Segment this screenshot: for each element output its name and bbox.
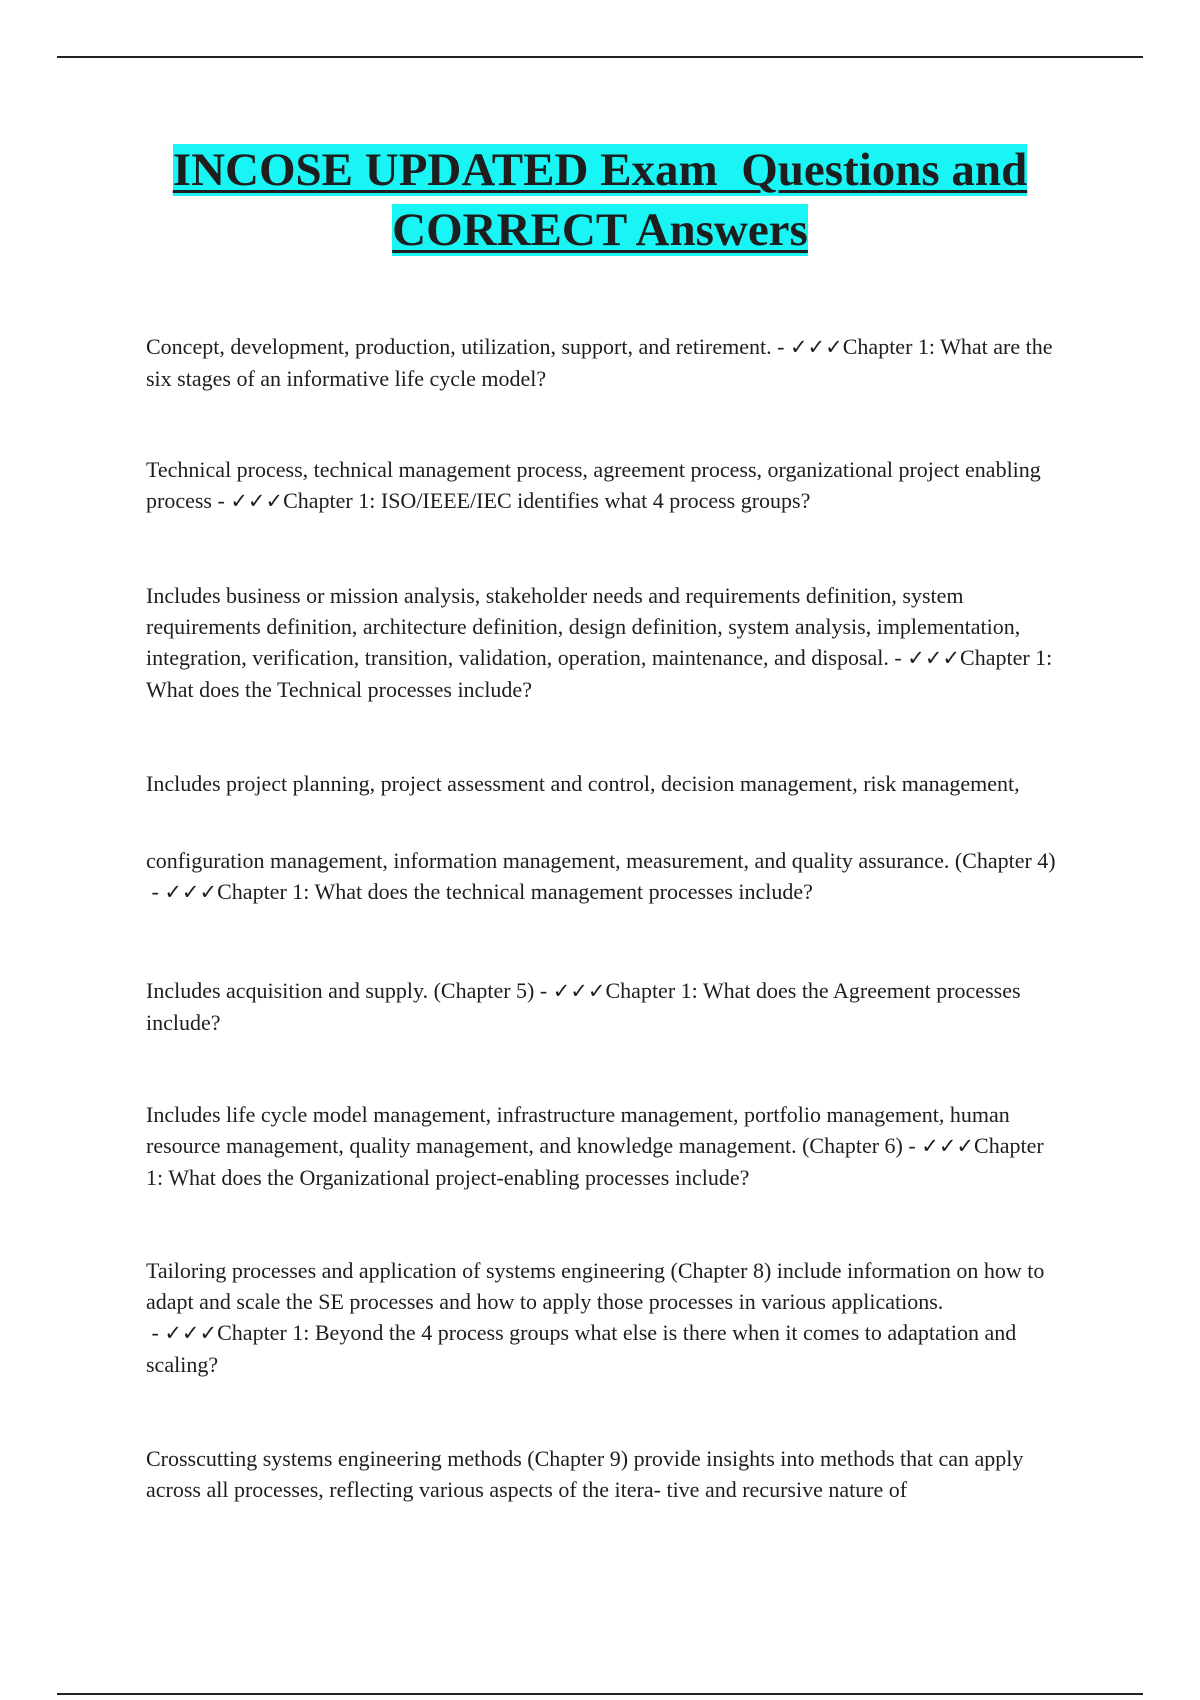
separator: - [211, 488, 231, 513]
answer-text: Concept, development, production, utilization, support, and retirement. [146, 334, 772, 359]
qa-entry [146, 975, 1066, 1038]
answer-text: Tailoring processes and application of systems engineering (Chapter 8) include information on how to adapt and scale the SE processes and how to apply those processes in various applications. [146, 1258, 1045, 1314]
separator: - [902, 1133, 922, 1158]
qa-entry [146, 1099, 1066, 1193]
qa-entry [146, 768, 1066, 799]
question-text: Chapter 1: What does the Organizational project-enabling processes include? [146, 1133, 1044, 1190]
title-line-1: INCOSE UPDATED Exam Questions and [172, 144, 1028, 196]
qa-entry [146, 1443, 1066, 1505]
separator: - [534, 978, 553, 1003]
top-rule [57, 56, 1143, 58]
title-line-2: CORRECT Answers [392, 204, 808, 256]
checkmark-icon: ✓✓✓ [230, 489, 284, 513]
answer-text: Includes life cycle model management, infrastructure management, portfolio management, human resource management, quality management, and knowledge management. (Chapter 6) [146, 1102, 1010, 1158]
document-title [0, 140, 1200, 260]
bottom-rule [57, 1693, 1143, 1695]
checkmark-icon: ✓✓✓ [907, 646, 961, 670]
question-text: Chapter 1: What does the Technical processes include? [146, 645, 1053, 702]
question-text: Chapter 1: What does the technical management processes include? [217, 879, 813, 904]
question-text: Chapter 1: ISO/IEEE/IEC identifies what 4 process groups? [283, 488, 811, 513]
qa-entry [146, 331, 1066, 394]
answer-text: Crosscutting systems engineering methods (Chapter 9) provide insights into methods that can apply across all processes, reflecting various aspects of the itera- tive and recursive nature of [146, 1446, 1024, 1502]
qa-entry [146, 454, 1066, 517]
checkmark-icon: ✓✓✓ [552, 979, 606, 1003]
checkmark-icon: ✓✓✓ [789, 335, 843, 359]
answer-text: Includes acquisition and supply. (Chapter 5) [146, 978, 535, 1003]
answer-text: Technical process, technical management process, agreement process, organizational project enabling process [146, 457, 1041, 513]
checkmark-icon: ✓✓✓ [164, 880, 218, 904]
question-text: Chapter 1: Beyond the 4 process groups what else is there when it comes to adaptation and scaling? [146, 1320, 1017, 1377]
separator: - [146, 879, 165, 904]
separator: - [771, 334, 790, 359]
answer-text-part-2: configuration management, information management, measurement, and quality assurance. (Chapter 4) [146, 848, 1056, 873]
checkmark-icon: ✓✓✓ [164, 1321, 218, 1345]
qa-entry [146, 1255, 1066, 1380]
checkmark-icon: ✓✓✓ [921, 1134, 975, 1158]
question-text: Chapter 1: What are the six stages of an informative life cycle model? [146, 334, 1053, 391]
qa-entry [146, 580, 1066, 705]
answer-text: Includes business or mission analysis, stakeholder needs and requirements definition, system requirements definition, architecture definition, design definition, system analysis, implementation, integration, verification, transition, validation, operation, maintenance, and disposal. [146, 583, 1021, 670]
separator: - [888, 645, 908, 670]
question-text: Chapter 1: What does the Agreement processes include? [146, 978, 1021, 1035]
separator: - [146, 1320, 165, 1345]
answer-text-part-1: Includes project planning, project assessment and control, decision management, risk management, [146, 771, 1020, 796]
qa-entry-continued [146, 845, 1066, 908]
